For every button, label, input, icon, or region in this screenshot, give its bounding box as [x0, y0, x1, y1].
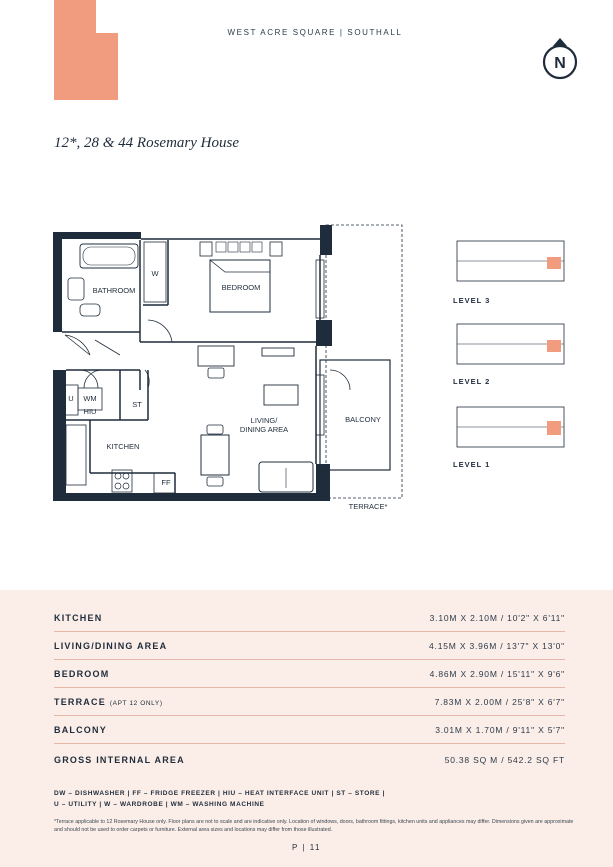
label-store: ST — [132, 400, 142, 409]
compass-letter: N — [554, 55, 566, 72]
disclaimer: *Terrace applicable to 12 Rosemary House only. Floor plans are not to scale and are indicative only. Location of windows, doors, bathroom fittings, kitchen units and appliances may differ. Dimensions given are approximate and should not be used to order carpets or furniture. External area sizes and locations may differ from those illustrated. — [54, 819, 574, 833]
spec-name: KITCHEN — [54, 612, 103, 623]
interior-walls — [62, 239, 320, 493]
spec-row — [54, 604, 565, 632]
exterior-walls — [53, 225, 332, 501]
spec-row — [54, 660, 565, 688]
spec-value: 4.86M X 2.90M / 15'11" X 9'6" — [429, 668, 565, 679]
north-compass-icon — [541, 38, 579, 84]
label-bedroom: BEDROOM — [221, 283, 261, 292]
level-3-thumbnail — [453, 237, 568, 287]
dining-table — [201, 435, 229, 475]
label-utility: U — [68, 394, 74, 403]
terrace-outline — [326, 225, 402, 498]
abbreviation-legend — [54, 788, 574, 810]
spec-value: 3.01M X 1.70M / 9'11" X 5'7" — [435, 724, 565, 735]
spec-note: (APT 12 ONLY) — [109, 699, 163, 707]
level-2-thumbnail — [453, 320, 568, 370]
development-name: WEST ACRE SQUARE | SOUTHALL — [227, 28, 403, 37]
page-number: P | 11 — [291, 843, 322, 852]
level-1-thumbnail — [453, 403, 568, 453]
label-fridge-freezer: FF — [161, 478, 171, 487]
label-living-line2: DINING AREA — [239, 425, 289, 434]
level-2-label: LEVEL 2 — [453, 377, 491, 386]
level-1-label: LEVEL 1 — [453, 460, 491, 469]
spec-name: BEDROOM — [54, 668, 110, 679]
level-3-label: LEVEL 3 — [453, 296, 491, 305]
spec-name: TERRACE — [54, 696, 106, 707]
gross-area-value: 50.38 SQ M / 542.2 SQ FT — [444, 755, 565, 765]
gross-area-name: GROSS INTERNAL AREA — [54, 755, 185, 765]
specification-section — [0, 590, 613, 867]
spec-row — [54, 688, 565, 716]
legend-line-1: DW – DISHWASHER | FF – FRIDGE FREEZER | HIU – HEAT INTERFACE UNIT | ST – STORE | — [54, 790, 385, 797]
brand-logo — [0, 0, 130, 105]
room-dimensions-table — [54, 604, 565, 776]
legend-line-2: U – UTILITY | W – WARDROBE | WM – WASHING MACHINE — [54, 801, 265, 808]
spec-row — [54, 632, 565, 660]
plan-title: 12*, 28 & 44 Rosemary House — [54, 135, 239, 151]
spec-value: 7.83M X 2.00M / 25'8" X 6'7" — [434, 696, 565, 707]
label-kitchen: KITCHEN — [106, 442, 140, 451]
label-balcony: BALCONY — [345, 415, 381, 424]
label-terrace: TERRACE* — [348, 502, 388, 511]
brand-logo-shape — [54, 0, 118, 100]
spec-row — [54, 716, 565, 744]
spec-value: 3.10M X 2.10M / 10'2" X 6'11" — [429, 612, 565, 623]
label-wardrobe: W — [151, 269, 159, 278]
spec-name: BALCONY — [54, 724, 107, 735]
gross-area-row — [54, 744, 565, 776]
label-bathroom: BATHROOM — [92, 286, 136, 295]
spec-name: LIVING/DINING AREA — [54, 640, 168, 651]
label-living-line1: LIVING/ — [250, 416, 278, 425]
label-washing-machine: WM — [83, 394, 97, 403]
floor-plan — [50, 220, 410, 520]
spec-value: 4.15M X 3.96M / 13'7" X 13'0" — [429, 640, 565, 651]
label-hiu: HIU — [83, 407, 97, 416]
